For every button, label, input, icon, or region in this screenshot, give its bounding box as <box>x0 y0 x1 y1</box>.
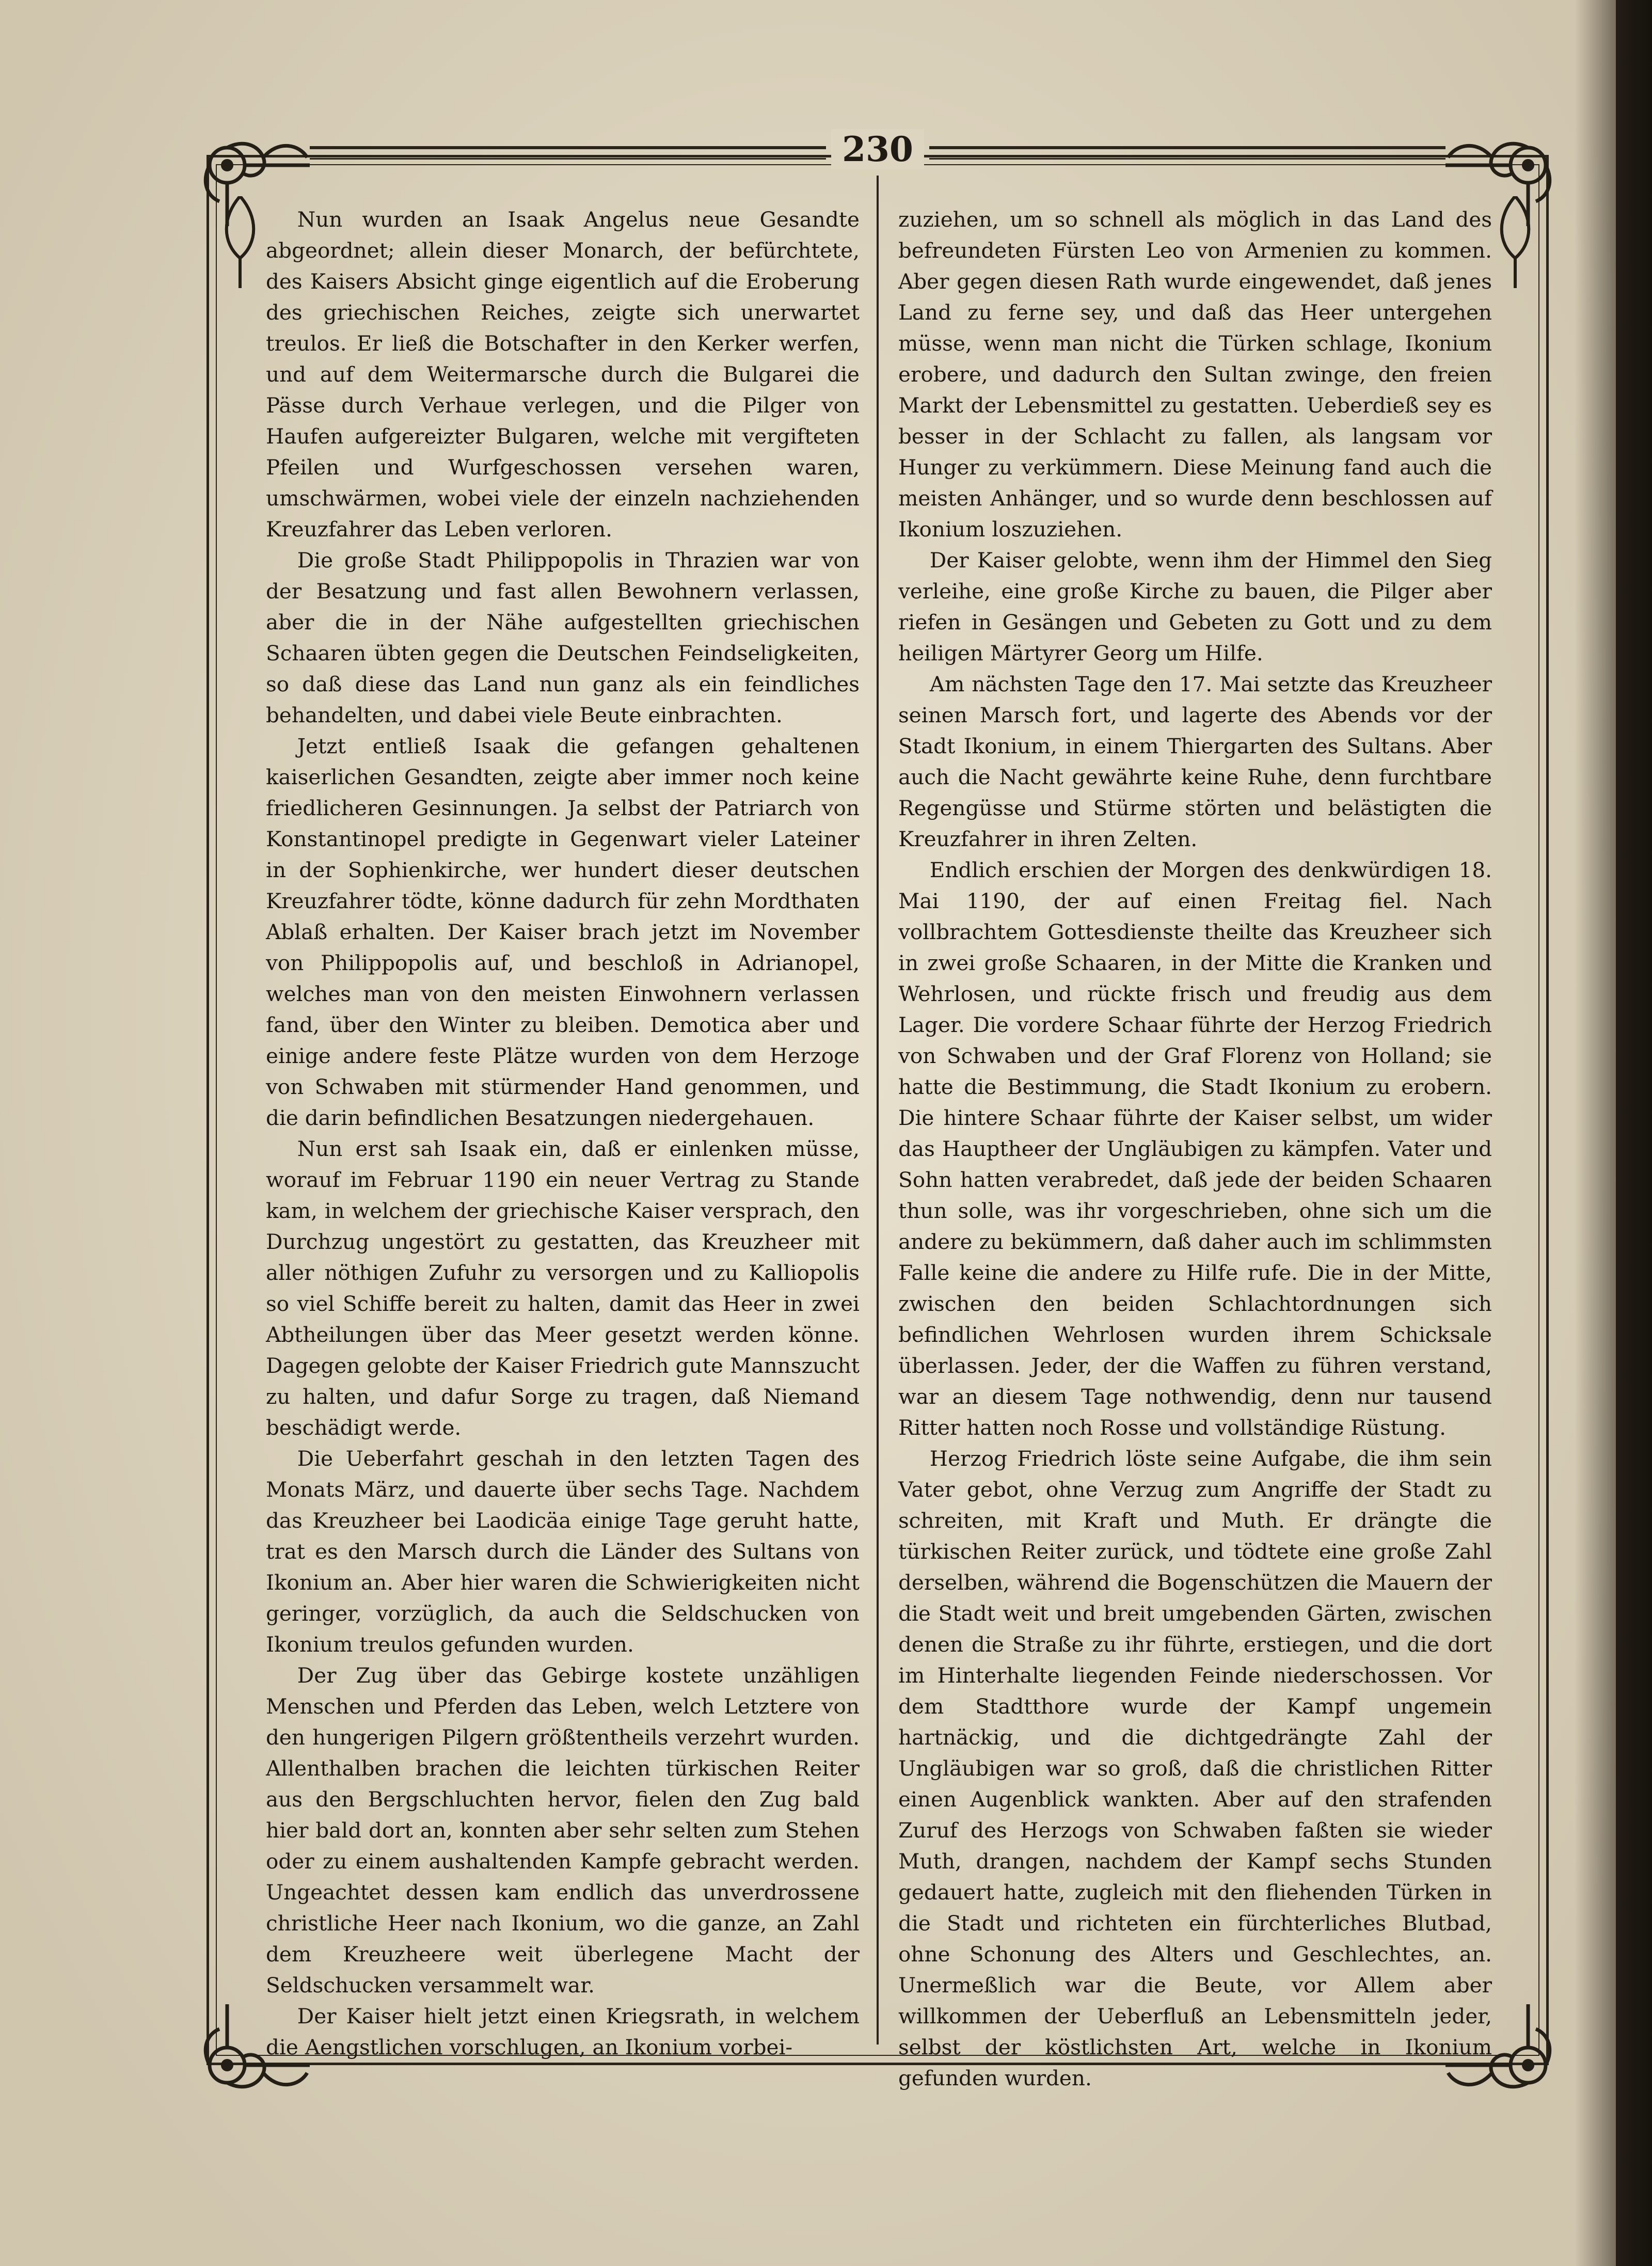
paragraph: Der Kaiser hielt jetzt einen Kriegsrath, in welchem die Aengstlichen vorschlugen, an Ikonium vorbei- <box>266 2004 860 2059</box>
side-ornament-right <box>1487 196 1544 289</box>
side-ornament-left <box>212 196 268 289</box>
scan-edge-shadow <box>1575 0 1652 2266</box>
paragraph: Herzog Friedrich löste seine Aufgabe, die ihm sein Vater gebot, ohne Verzug zum Angriffe der Stadt zu schreiten, mit Kraft und Muth. Er drängte die türkischen Reiter zurück, und tödtete eine große Zahl derselben, während die Bogenschützen die Mauern der die Stadt weit und breit umgebenden Gärten, zwischen denen die Straße zu ihr führte, erstiegen, und die dort im Hinterhalte liegenden Feinde niederschossen. Vor dem Stadtthore wurde der Kampf ungemein hartnäckig, und die dichtgedrängte Zahl der Ungläubigen war so groß, daß die christlichen Ritter einen Augenblick wankten. Aber auf den strafenden Zuruf des Herzogs von Schwaben faßten sie wieder Muth, drangen, nachdem der Kampf sechs Stunden gedauert hatte, zugleich mit den fliehenden Türken in die Stadt und richteten ein fürchterliches Blutbad, ohne Schonung des Alters und Geschlechtes, an. Unermeßlich war die Beute, vor Allem aber willkommen der Ueberfluß an Lebensmitteln jeder, selbst der köstlichsten Art, welche in Ikonium gefunden wurden. <box>898 1446 1492 2090</box>
paragraph: Endlich erschien der Morgen des denkwürdigen 18. Mai 1190, der auf einen Freitag fiel. Nach vollbrachtem Gottesdienste theilte das Kreuzheer sich in zwei große Schaaren, in der Mitte die Kranken und Wehrlosen, und rückte frisch und freudig aus dem Lager. Die vordere Schaar führte der Herzog Friedrich von Schwaben und der Graf Florenz von Holland; sie hatte die Bestimmung, die Stadt Ikonium zu erobern. Die hintere Schaar führte der Kaiser selbst, um wider das Hauptheer der Ungläubigen zu kämpfen. Vater und Sohn hatten verabredet, daß jede der beiden Schaaren thun solle, was ihr vorgeschrieben, ohne sich um die andere zu bekümmern, daß daher auch im schlimmsten Falle keine die andere zu Hilfe rufe. Die in der Mitte, zwischen den beiden Schlachtordnungen sich befindlichen Wehrlosen wurden ihrem Schicksale überlassen. Jeder, der die Waffen zu führen verstand, war an diesem Tage nothwendig, denn nur tausend Ritter hatten noch Rosse und vollständige Rüstung. <box>898 858 1492 1440</box>
paragraph: Am nächsten Tage den 17. Mai setzte das Kreuzheer seinen Marsch fort, und lagerte des Abends vor der Stadt Ikonium, in einem Thiergarten des Sultans. Aber auch die Nacht gewährte keine Ruhe, denn furchtbare Regengüsse und Stürme störten und belästigten die Kreuzfahrer in ihren Zelten. <box>898 672 1492 851</box>
right-column <box>898 204 1492 2094</box>
paragraph: Der Kaiser gelobte, wenn ihm der Himmel den Sieg verleihe, eine große Kirche zu bauen, die Pilger aber riefen in Gesängen und Gebeten zu Gott und zu dem heiligen Märtyrer Georg um Hilfe. <box>898 548 1492 665</box>
paragraph: Die große Stadt Philippopolis in Thrazien war von der Besatzung und fast allen Bewohnern verlassen, aber die in der Nähe aufgestellten griechischen Schaaren übten gegen die Deutschen Feindseligkeiten, so daß diese das Land nun ganz als ein feindliches behandelten, und dabei viele Beute einbrachten. <box>266 548 860 727</box>
header-rule-left <box>310 146 826 160</box>
page-number: 230 <box>831 129 924 169</box>
paragraph: Die Ueberfahrt geschah in den letzten Tagen des Monats März, und dauerte über sechs Tage. Nachdem das Kreuzheer bei Laodicäa einige Tage geruht hatte, trat es den Marsch durch die Länder des Sultans von Ikonium an. Aber hier waren die Schwierigkeiten nicht geringer, vorzüglich, da auch die Seldschucken von Ikonium treulos gefunden wurden. <box>266 1446 860 1657</box>
left-column <box>266 204 860 2063</box>
paragraph-continued: zuziehen, um so schnell als möglich in das Land des befreundeten Fürsten Leo von Armenien zu kommen. Aber gegen diesen Rath wurde eingewendet, daß jenes Land zu ferne sey, und daß das Heer untergehen müsse, wenn man nicht die Türken schlage, Ikonium erobere, und dadurch den Sultan zwinge, den freien Markt der Lebensmittel zu gestatten. Ueberdieß sey es besser in der Schlacht zu fallen, als langsam vor Hunger zu verkümmern. Diese Meinung fand auch die meisten Anhänger, und so wurde denn beschlossen auf Ikonium loszuziehen. <box>898 207 1492 542</box>
paragraph: Nun erst sah Isaak ein, daß er einlenken müsse, worauf im Februar 1190 ein neuer Vertrag zu Stande kam, in welchem der griechische Kaiser versprach, den Durchzug ungestört zu gestatten, das Kreuzheer mit aller nöthigen Zufuhr zu versorgen und zu Kalliopolis so viel Schiffe bereit zu halten, damit das Heer in zwei Abtheilungen über das Meer gesetzt werden könne. Dagegen gelobte der Kaiser Friedrich gute Mannszucht zu halten, und dafur Sorge zu tragen, daß Niemand beschädigt werde. <box>266 1136 860 1440</box>
paragraph: Nun wurden an Isaak Angelus neue Gesandte abgeordnet; allein dieser Monarch, der befürchtete, des Kaisers Absicht ginge eigentlich auf die Eroberung des griechischen Reiches, zeigte sich unerwartet treulos. Er ließ die Botschafter in den Kerker werfen, und auf dem Weitermarsche durch die Bulgarei die Pässe durch Verhaue verlegen, und die Pilger von Haufen aufgereizter Bulgaren, welche mit vergifteten Pfeilen und Wurfgeschossen versehen waren, umschwärmen, wobei viele der einzeln nachziehenden Kreuzfahrer das Leben verloren. <box>266 207 860 542</box>
paragraph: Jetzt entließ Isaak die gefangen gehaltenen kaiserlichen Gesandten, zeigte aber immer noch keine friedlicheren Gesinnungen. Ja selbst der Patriarch von Konstantinopel predigte in Gegenwart vieler Lateiner in der Sophienkirche, wer hundert dieser deutschen Kreuzfahrer tödte, könne dadurch für zehn Mordthaten Ablaß erhalten. Der Kaiser brach jetzt im November von Philippopolis auf, und beschloß in Adrianopel, welches man von den meisten Einwohnern verlassen fand, über den Winter zu bleiben. Demotica aber und einige andere feste Plätze wurden von dem Herzoge von Schwaben mit stürmender Hand genommen, und die darin befindlichen Besatzungen niedergehauen. <box>266 734 860 1130</box>
header-rule-right <box>929 146 1446 160</box>
column-divider <box>877 176 879 2045</box>
paragraph: Der Zug über das Gebirge kostete unzähligen Menschen und Pferden das Leben, welch Letztere von den hungerigen Pilgern größtentheils verzehrt wurden. Allenthalben brachen die leichten türkischen Reiter aus den Bergschluchten hervor, fielen den Zug bald hier bald dort an, konnten aber sehr selten zum Stehen oder zu einem aushaltenden Kampfe gebracht werden. Ungeachtet dessen kam endlich das unverdrossene christliche Heer nach Ikonium, wo die ganze, an Zahl dem Kreuzheere weit überlegene Macht der Seldschucken versammelt war. <box>266 1663 860 1998</box>
